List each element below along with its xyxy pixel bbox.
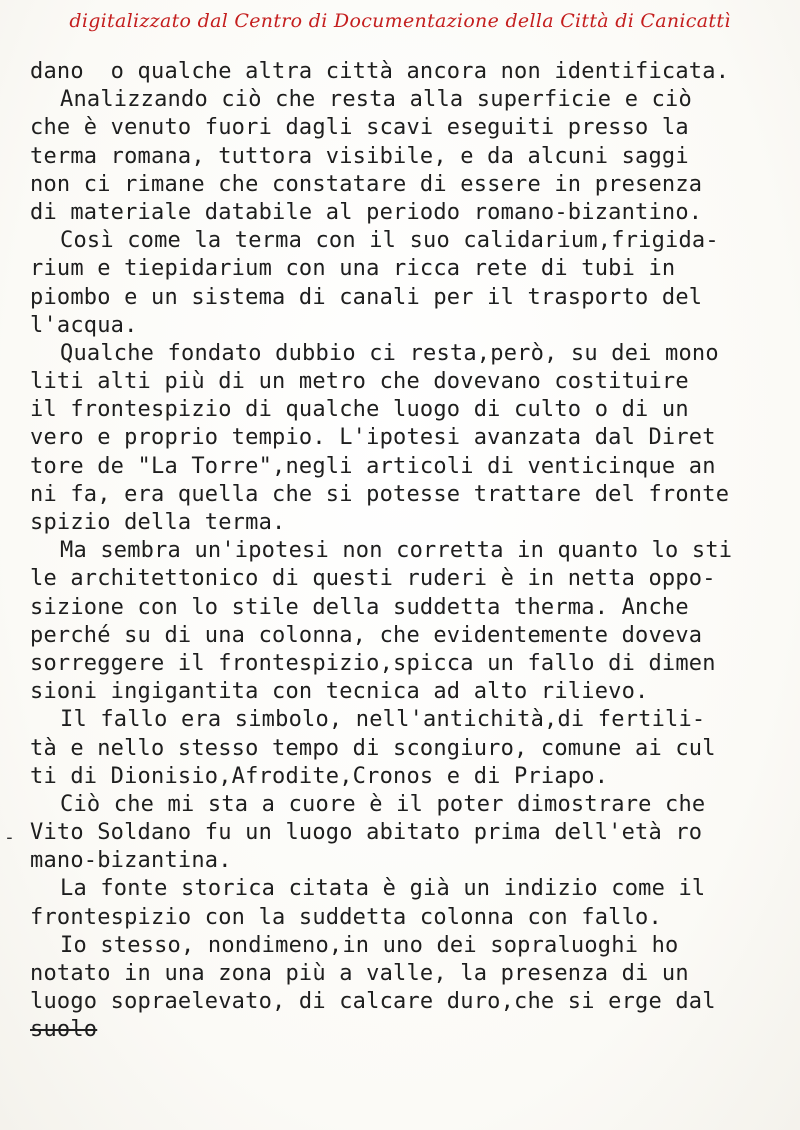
text-line: le architettonico di questi ruderi è in netta oppo- — [30, 566, 716, 592]
text-line: Analizzando ciò che resta alla superficie e ciò — [60, 87, 692, 113]
text-line: non ci rimane che constatare di essere in presenza — [30, 171, 703, 197]
text-line: Il fallo era simbolo, nell'antichità,di fertili- — [60, 707, 706, 733]
struck-word: suolo — [30, 1017, 98, 1043]
digitization-stamp: digitalizzato dal Centro di Documentazione della Città di Canicattì — [69, 10, 731, 32]
text-line: di materiale databile al periodo romano-bizantino. — [30, 199, 703, 225]
text-line: l'acqua. — [30, 312, 138, 338]
text-line: tore de "La Torre",negli articoli di venticinque an — [30, 453, 716, 479]
text-line-last — [30, 1016, 780, 1044]
text-line: Io stesso, nondimeno,in uno dei sopraluoghi ho — [60, 932, 679, 958]
text-line: che è venuto fuori dagli scavi eseguiti presso la — [30, 115, 689, 141]
text-line: il frontespizio di qualche luogo di culto o di un — [30, 397, 689, 423]
text-line: luogo sopraelevato, di calcare duro,che si erge dal — [30, 989, 716, 1015]
text-line: Così come la terma con il suo calidarium,frigida- — [60, 228, 719, 254]
typewritten-text — [30, 58, 780, 1045]
text-line: rium e tiepidarium con una ricca rete di tubi in — [30, 256, 676, 282]
text-line: Vito Soldano fu un luogo abitato prima dell'età ro — [30, 820, 703, 846]
text-line: sizione con lo stile della suddetta therma. Anche — [30, 594, 689, 620]
text-line: mano-bizantina. — [30, 848, 232, 874]
text-line: sioni ingigantita con tecnica ad alto rilievo. — [30, 679, 649, 705]
text-line: vero e proprio tempio. L'ipotesi avanzata dal Diret — [30, 425, 716, 451]
text-line: liti alti più di un metro che dovevano costituire — [30, 369, 689, 395]
text-line: Qualche fondato dubbio ci resta,però, su dei mono — [60, 340, 719, 366]
text-line: sorreggere il frontespizio,spicca un fallo di dimen — [30, 650, 716, 676]
text-line: notato in una zona più a valle, la presenza di un — [30, 961, 689, 986]
text-line: Ciò che mi sta a cuore è il poter dimostrare che — [60, 791, 706, 817]
text-line: perché su di una colonna, che evidentemente doveva — [30, 622, 703, 648]
text-line: ti di Dionisio,Afrodite,Cronos e di Priapo. — [30, 763, 609, 789]
text-line: ni fa, era quella che si potesse trattare del fronte — [30, 481, 730, 507]
text-line: Ma sembra un'ipotesi non corretta in quanto lo sti — [60, 538, 733, 564]
margin-mark: - — [4, 827, 15, 848]
text-line: La fonte storica citata è già un indizio come il — [60, 876, 706, 902]
text-line: terma romana, tuttora visibile, e da alcuni saggi — [30, 143, 689, 169]
text-line: spizio della terma. — [30, 510, 286, 535]
text-line: frontespizio con la suddetta colonna con fallo. — [30, 904, 662, 930]
text-line: dano o qualche altra città ancora non identificata. — [30, 59, 730, 84]
text-line: piombo e un sistema di canali per il trasporto del — [30, 284, 703, 310]
text-line: tà e nello stesso tempo di scongiuro, comune ai cul — [30, 735, 716, 761]
